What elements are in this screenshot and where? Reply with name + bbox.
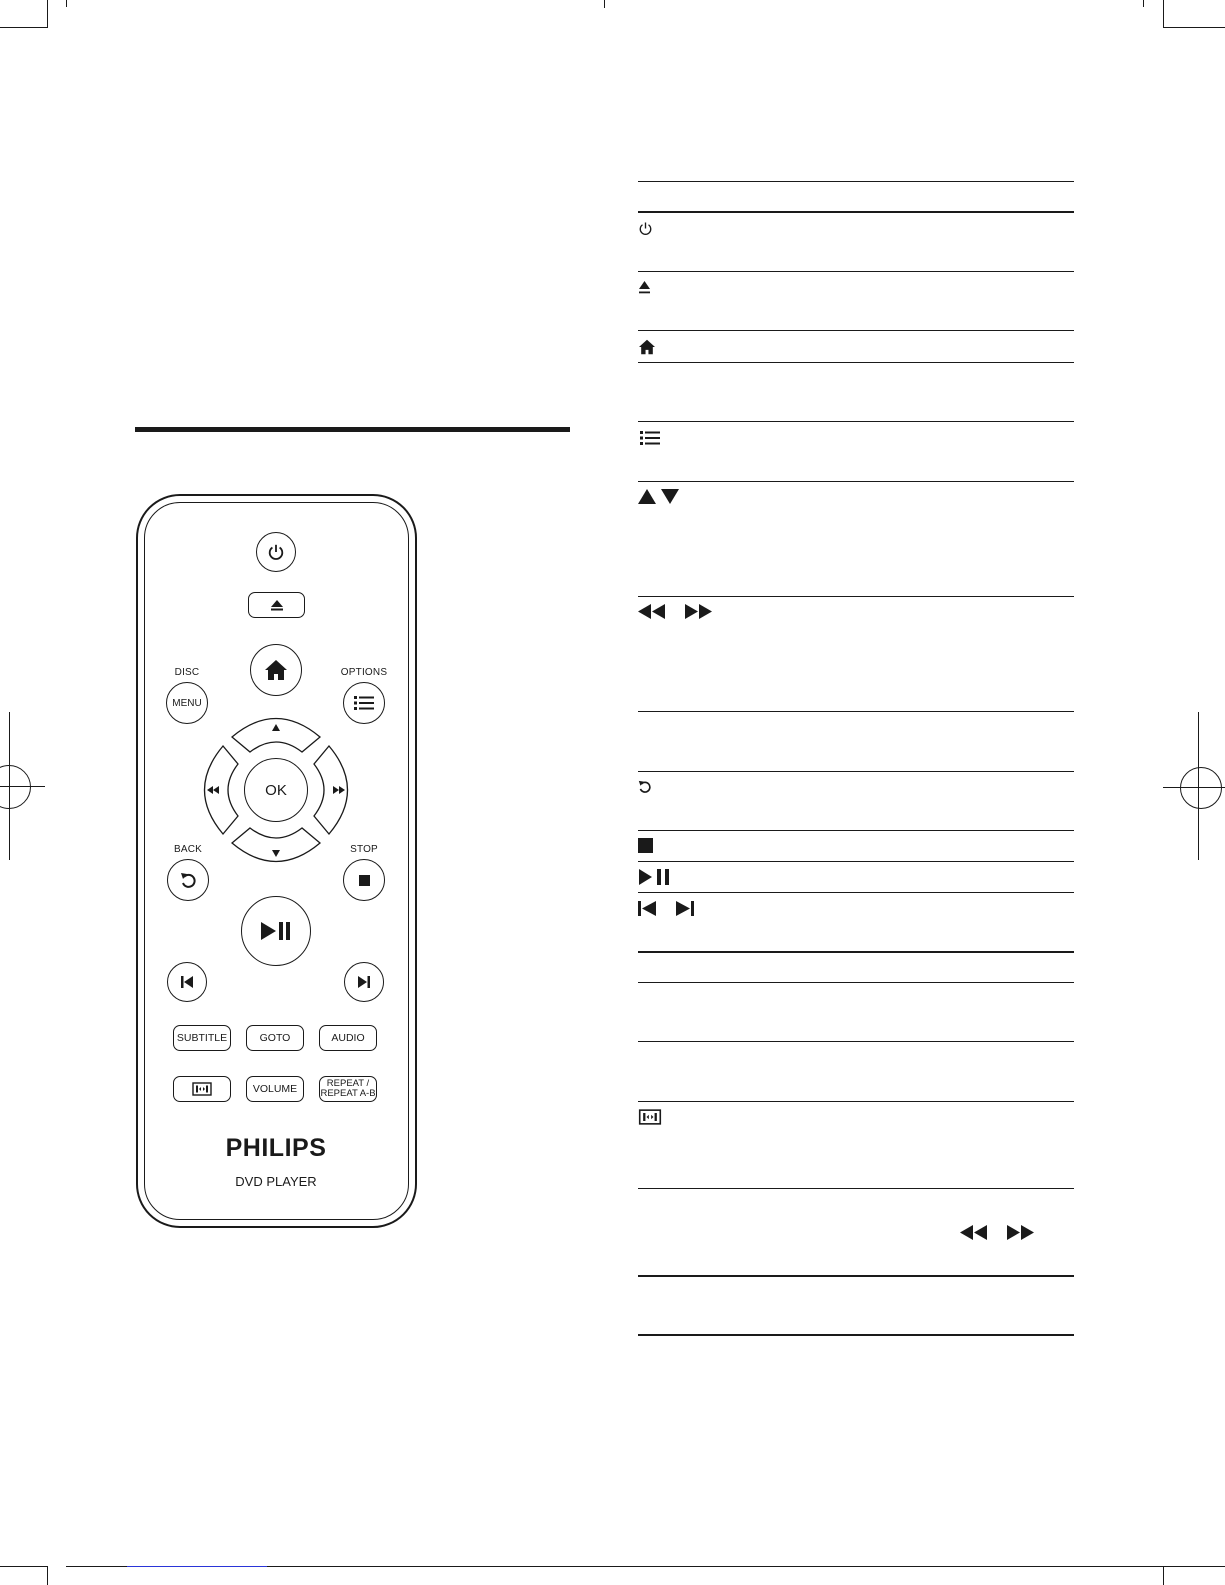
rewind-icon <box>960 1225 988 1240</box>
table-row-power <box>638 221 653 236</box>
stop-icon <box>359 875 370 886</box>
table-row-previous-next <box>638 901 694 916</box>
arrow-up-icon <box>638 489 656 504</box>
remote-back-button[interactable] <box>167 859 209 901</box>
fast-forward-icon <box>1006 1225 1034 1240</box>
previous-icon <box>180 976 194 988</box>
table-rule <box>638 481 1074 482</box>
rewind-icon <box>638 604 666 619</box>
table-row-home <box>638 339 656 355</box>
crop-mark-tr-v <box>1163 0 1164 28</box>
remote-repeat-label-line1: REPEAT / <box>326 1078 370 1089</box>
table-rule <box>638 330 1074 331</box>
table-rule <box>638 982 1074 983</box>
table-rule <box>638 421 1074 422</box>
crop-mark-tl-v <box>47 0 48 28</box>
previous-icon <box>638 901 656 916</box>
remote-audio-label: AUDIO <box>331 1032 365 1044</box>
remote-brand-logo: PHILIPS <box>225 1134 327 1162</box>
home-icon <box>638 339 656 355</box>
play-pause-icon <box>638 869 672 885</box>
remote-subtitle-button[interactable] <box>173 1025 231 1051</box>
footer-link[interactable] <box>127 1560 267 1567</box>
registration-left-circle <box>0 765 31 809</box>
remote-audio-button[interactable] <box>319 1025 377 1051</box>
crop-mark-tr-h <box>1163 27 1225 28</box>
back-icon <box>180 871 196 889</box>
table-row-navigation-up-down <box>638 489 679 504</box>
table-rule <box>638 362 1074 363</box>
remote-ok-label: OK <box>265 781 287 799</box>
crop-mark-tl-v2 <box>66 0 67 7</box>
remote-play-pause-button[interactable] <box>241 896 311 966</box>
remote-zoom-button[interactable] <box>173 1076 231 1102</box>
remote-previous-button[interactable] <box>167 962 207 1002</box>
remote-stop-label: STOP <box>350 844 378 855</box>
table-rule <box>638 892 1074 893</box>
crop-mark-br-v <box>1163 1566 1164 1585</box>
table-rule <box>638 861 1074 862</box>
remote-menu-label: MENU <box>172 697 202 709</box>
crop-mark-bl-h <box>0 1566 47 1567</box>
remote-next-button[interactable] <box>344 962 384 1002</box>
table-rule <box>638 1275 1074 1277</box>
table-rule <box>638 181 1074 182</box>
table-rule <box>638 211 1074 213</box>
home-icon <box>264 659 288 681</box>
remote-subtitle-label: SUBTITLE <box>176 1032 228 1044</box>
arrow-down-icon <box>661 489 679 504</box>
options-list-icon <box>354 695 374 711</box>
table-rule <box>638 1101 1074 1102</box>
table-rule <box>638 771 1074 772</box>
power-icon <box>267 543 285 561</box>
remote-ok-button[interactable] <box>244 758 308 822</box>
table-rule <box>638 1188 1074 1189</box>
table-rule <box>638 951 1074 953</box>
table-rule <box>638 830 1074 831</box>
remote-disc-label: DISC <box>174 667 200 678</box>
table-rule <box>638 596 1074 597</box>
remote-options-label: OPTIONS <box>340 667 388 678</box>
key-table <box>638 0 1074 1585</box>
section-heading-rule <box>135 427 570 432</box>
play-pause-icon <box>261 921 291 941</box>
table-row-stop <box>638 838 653 853</box>
table-rule <box>638 1334 1074 1336</box>
next-icon <box>676 901 694 916</box>
table-row-volume-icons <box>960 1225 1034 1240</box>
eject-icon <box>270 599 284 611</box>
remote-home-button[interactable] <box>250 644 302 696</box>
table-row-eject <box>638 280 651 295</box>
crop-mark-tr-v2 <box>1143 0 1144 7</box>
table-row-options <box>638 430 662 446</box>
eject-icon <box>638 280 651 295</box>
remote-back-label: BACK <box>173 844 203 855</box>
remote-repeat-button[interactable] <box>319 1076 377 1102</box>
zoom-icon <box>638 1109 662 1125</box>
table-rule <box>638 1041 1074 1042</box>
crop-mark-br-h <box>1163 1566 1225 1567</box>
remote-volume-label: VOLUME <box>252 1083 298 1095</box>
crop-mark-bl-v <box>47 1566 48 1585</box>
remote-goto-label: GOTO <box>259 1032 291 1044</box>
remote-repeat-label-line2: REPEAT A-B <box>320 1088 376 1099</box>
table-row-navigation-left-right <box>638 604 712 619</box>
remote-stop-button[interactable] <box>343 859 385 901</box>
stop-icon <box>638 838 653 853</box>
crop-mark-top-center <box>604 0 605 8</box>
remote-goto-button[interactable] <box>246 1025 304 1051</box>
remote-power-button[interactable] <box>256 532 296 572</box>
table-rule <box>638 711 1074 712</box>
table-row-back <box>638 779 651 794</box>
remote-volume-button[interactable] <box>246 1076 304 1102</box>
power-icon <box>638 221 653 236</box>
table-row-play-pause <box>638 869 672 885</box>
remote-eject-button[interactable] <box>248 592 305 618</box>
next-icon <box>357 976 371 988</box>
table-rule <box>638 271 1074 272</box>
crop-mark-tl-h <box>0 27 47 28</box>
back-icon <box>638 779 651 794</box>
registration-right-circle <box>1180 767 1222 809</box>
table-row-zoom <box>638 1109 662 1125</box>
remote-nav-up-button[interactable] <box>232 719 320 753</box>
zoom-icon <box>192 1082 212 1096</box>
remote-model-label: DVD PLAYER <box>235 1174 317 1189</box>
fast-forward-icon <box>684 604 712 619</box>
options-list-icon <box>638 430 662 446</box>
